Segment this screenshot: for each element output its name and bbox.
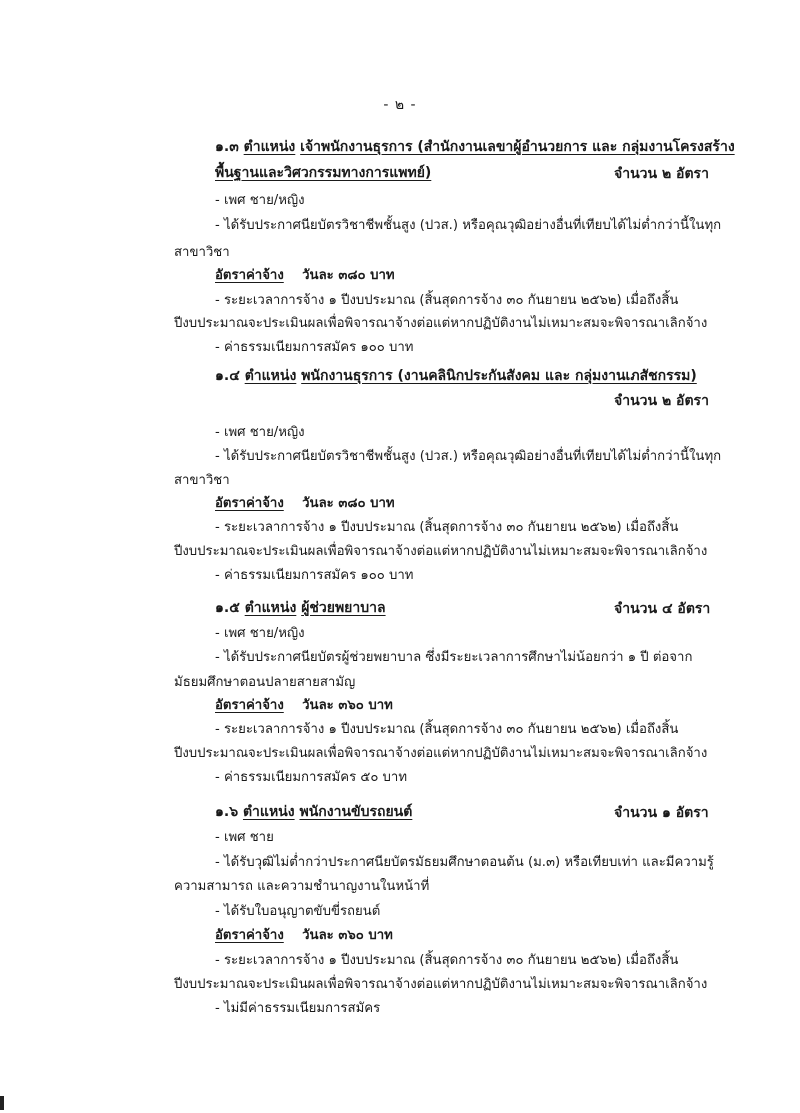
wage-rate	[215, 266, 395, 286]
employment-period: - ระยะเวลาการจ้าง ๑ ปีงบประมาณ (สิ้นสุดการจ้าง ๓๐ กันยายน ๒๕๖๒) เมื่อถึงสิ้น	[215, 722, 679, 737]
section-heading	[215, 366, 697, 386]
position-title: ผู้ช่วยพยาบาล	[301, 600, 386, 616]
position-word: ตำแหน่ง	[242, 804, 295, 820]
position-word: ตำแหน่ง	[244, 368, 297, 384]
wage-rate-value: วันละ ๓๘๐ บาท	[302, 268, 395, 283]
position-title: พนักงานธุรการ (งานคลินิกประกันสังคม และ กลุ่มงานเภสัชกรรม)	[301, 368, 697, 384]
application-fee: - ค่าธรรมเนียมการสมัคร ๑๐๐ บาท	[215, 340, 414, 355]
section-number: ๑.๔	[215, 368, 240, 384]
employment-period-cont: ปีงบประมาณจะประเมินผลเพื่อพิจารณาจ้างต่อแต่หากปฏิบัติงานไม่เหมาะสมจะพิจารณาเลิกจ้าง	[174, 316, 708, 331]
qualification-line: - ได้รับประกาศนียบัตรวิชาชีพชั้นสูง (ปวส.) หรือคุณวุฒิอย่างอื่นที่เทียบได้ไม่ต่ำกว่านี้ในทุก	[215, 218, 722, 233]
qualification-line: - ได้รับประกาศนียบัตรวิชาชีพชั้นสูง (ปวส.) หรือคุณวุฒิอย่างอื่นที่เทียบได้ไม่ต่ำกว่านี้ในทุก	[215, 449, 722, 464]
position-word: ตำแหน่ง	[243, 139, 296, 155]
position-count: จำนวน ๔ อัตรา	[614, 601, 711, 617]
qualification-line-cont: สาขาวิชา	[174, 473, 230, 488]
wage-rate	[215, 696, 393, 716]
section-number: ๑.๓	[215, 139, 239, 155]
section-heading	[215, 802, 412, 822]
wage-rate	[215, 926, 393, 946]
section-heading	[215, 137, 735, 157]
qualification-line-cont: ความสามารถ และความชำนาญงานในหน้าที่	[174, 879, 430, 894]
wage-rate-value: วันละ ๓๖๐ บาท	[302, 698, 393, 713]
position-title-continued: พื้นฐานและวิศวกรรมทางการแพทย์)	[215, 165, 432, 181]
license-requirement: - ได้รับใบอนุญาตขับขี่รถยนต์	[215, 904, 381, 919]
employment-period-cont: ปีงบประมาณจะประเมินผลเพื่อพิจารณาจ้างต่อแต่หากปฏิบัติงานไม่เหมาะสมจะพิจารณาเลิกจ้าง	[174, 544, 708, 559]
qualification-line-cont: มัธยมศึกษาตอนปลายสายสามัญ	[174, 675, 356, 690]
position-title: เจ้าพนักงานธุรการ (สำนักงานเลขาผู้อำนวยการ และ กลุ่มงานโครงสร้าง	[300, 139, 735, 155]
gender-requirement: - เพศ ชาย/หญิง	[215, 626, 305, 641]
employment-period: - ระยะเวลาการจ้าง ๑ ปีงบประมาณ (สิ้นสุดการจ้าง ๓๐ กันยายน ๒๕๖๒) เมื่อถึงสิ้น	[215, 293, 679, 308]
position-count: จำนวน ๑ อัตรา	[614, 805, 709, 821]
scan-edge-mark	[0, 1096, 4, 1110]
section-heading	[215, 598, 386, 618]
position-count: จำนวน ๒ อัตรา	[614, 393, 709, 409]
position-title: พนักงานขับรถยนต์	[299, 804, 413, 820]
wage-rate	[215, 494, 395, 514]
position-word: ตำแหน่ง	[244, 600, 297, 616]
qualification-line-cont: สาขาวิชา	[174, 245, 230, 260]
wage-rate-label: อัตราค่าจ้าง	[215, 496, 284, 511]
application-fee: - ไม่มีค่าธรรมเนียมการสมัคร	[215, 1001, 381, 1016]
employment-period-cont: ปีงบประมาณจะประเมินผลเพื่อพิจารณาจ้างต่อแต่หากปฏิบัติงานไม่เหมาะสมจะพิจารณาเลิกจ้าง	[174, 977, 708, 992]
employment-period: - ระยะเวลาการจ้าง ๑ ปีงบประมาณ (สิ้นสุดการจ้าง ๓๐ กันยายน ๒๕๖๒) เมื่อถึงสิ้น	[215, 520, 679, 535]
gender-requirement: - เพศ ชาย	[215, 830, 274, 845]
wage-rate-value: วันละ ๓๖๐ บาท	[302, 928, 393, 943]
qualification-line: - ได้รับประกาศนียบัตรผู้ช่วยพยาบาล ซึ่งมีระยะเวลาการศึกษาไม่น้อยกว่า ๑ ปี ต่อจาก	[215, 650, 693, 665]
wage-rate-value: วันละ ๓๘๐ บาท	[302, 496, 395, 511]
employment-period-cont: ปีงบประมาณจะประเมินผลเพื่อพิจารณาจ้างต่อแต่หากปฏิบัติงานไม่เหมาะสมจะพิจารณาเลิกจ้าง	[174, 746, 708, 761]
page-number: - ๒ -	[383, 97, 417, 113]
position-count: จำนวน ๒ อัตรา	[614, 166, 709, 182]
gender-requirement: - เพศ ชาย/หญิง	[215, 193, 305, 208]
section-number: ๑.๕	[215, 600, 240, 616]
wage-rate-label: อัตราค่าจ้าง	[215, 928, 284, 943]
gender-requirement: - เพศ ชาย/หญิง	[215, 425, 305, 440]
wage-rate-label: อัตราค่าจ้าง	[215, 268, 284, 283]
application-fee: - ค่าธรรมเนียมการสมัคร ๕๐ บาท	[215, 770, 408, 785]
application-fee: - ค่าธรรมเนียมการสมัคร ๑๐๐ บาท	[215, 568, 414, 583]
qualification-line: - ได้รับวุฒิไม่ต่ำกว่าประกาศนียบัตรมัธยมศึกษาตอนต้น (ม.๓) หรือเทียบเท่า และมีความรู้	[215, 855, 714, 870]
wage-rate-label: อัตราค่าจ้าง	[215, 698, 284, 713]
employment-period: - ระยะเวลาการจ้าง ๑ ปีงบประมาณ (สิ้นสุดการจ้าง ๓๐ กันยายน ๒๕๖๒) เมื่อถึงสิ้น	[215, 953, 679, 968]
section-number: ๑.๖	[215, 804, 239, 820]
